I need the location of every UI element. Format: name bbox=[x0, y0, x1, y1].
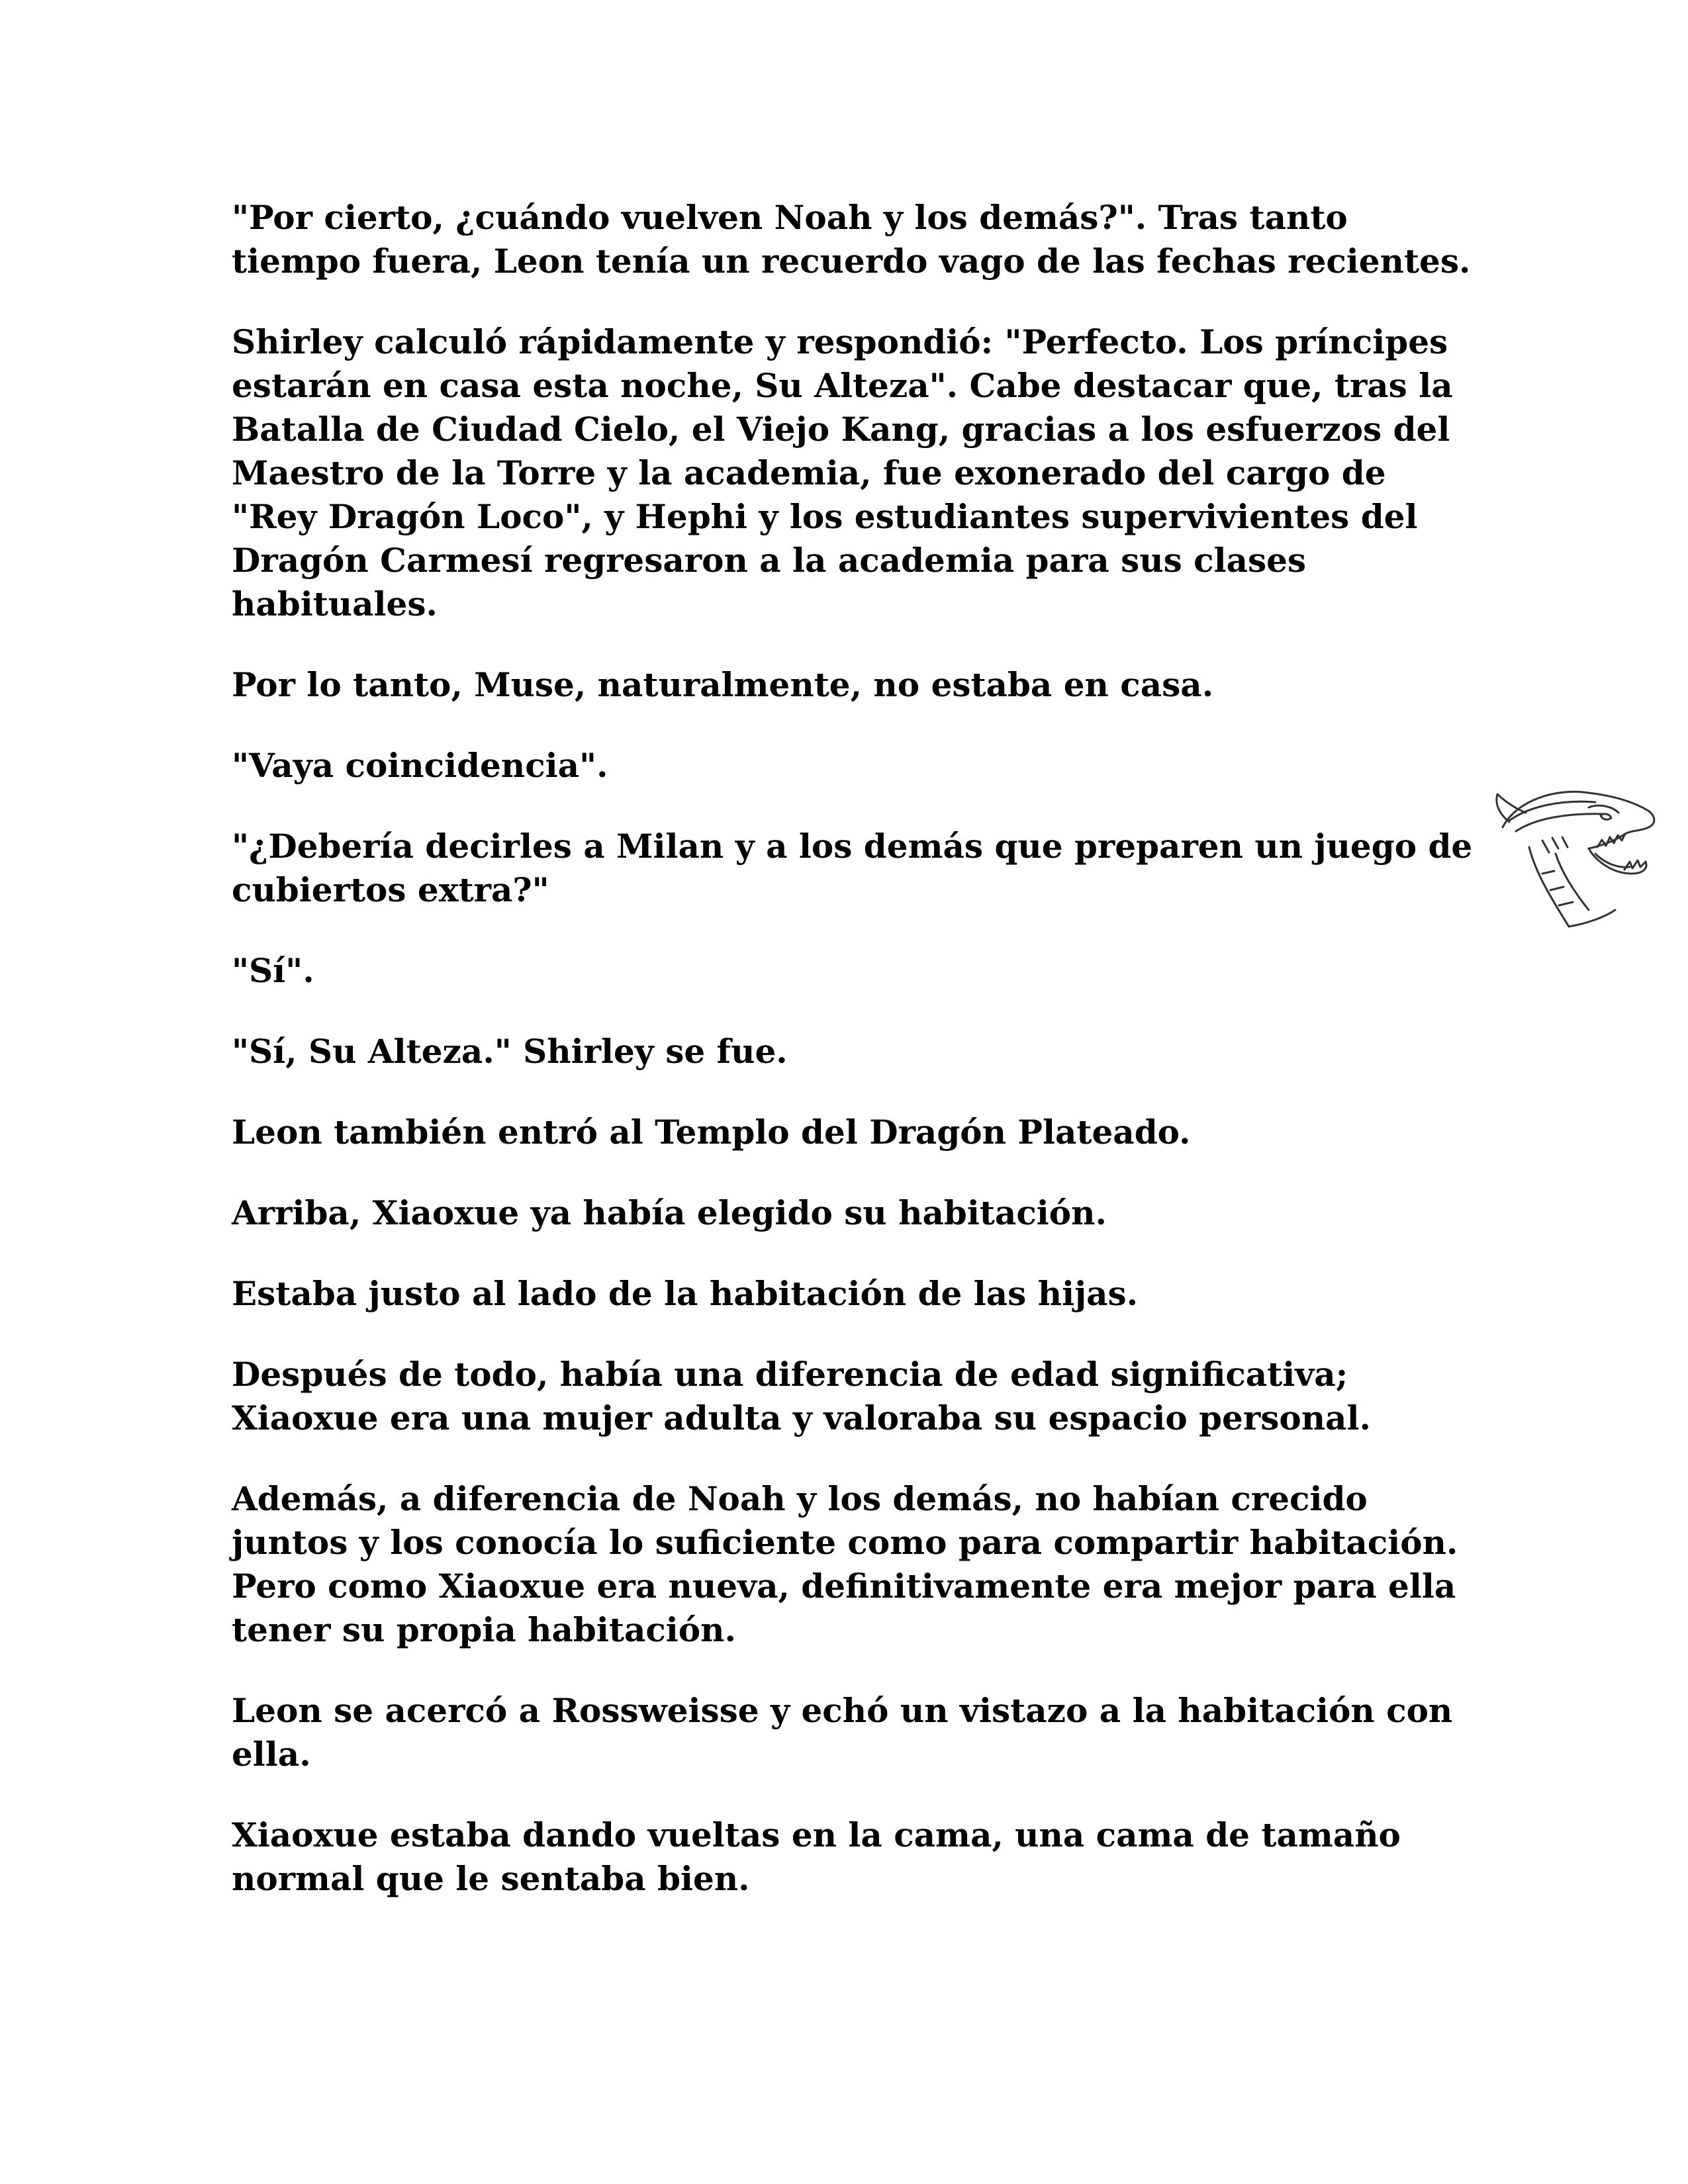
paragraph-2: Shirley calculó rápidamente y respondió: "Perfecto. Los príncipes estarán en casa esta noche, Su Alteza". Cabe destacar que, tras la Batalla de Ciudad Cielo, el Viejo Kang, gracias a los esfuerzos del Maestro de la Torre y la academia, fue exonerado del cargo de "Rey Dragón Loco", y Hephi y los estudiantes supervivientes del Dragón Carmesí regresaron a la academia para sus clases habituales. bbox=[232, 322, 1453, 623]
paragraph-5: "¿Debería decirles a Milan y a los demás que preparen un juego de cubiertos extra?" bbox=[232, 827, 1473, 909]
body-text bbox=[232, 196, 1476, 1938]
paragraph-8: Leon también entró al Templo del Dragón Plateado. bbox=[232, 1113, 1191, 1152]
paragraph-9: Arriba, Xiaoxue ya había elegido su habitación. bbox=[232, 1193, 1107, 1232]
paragraph-12: Además, a diferencia de Noah y los demás, no habían crecido juntos y los conocía lo suficiente como para compartir habitación. Pero como Xiaoxue era nueva, definitivamente era mejor para ella tener su propia habitación. bbox=[232, 1479, 1458, 1649]
paragraph-4: "Vaya coincidencia". bbox=[232, 746, 608, 785]
dragon-head-sketch-icon bbox=[1489, 774, 1663, 933]
paragraph-7: "Sí, Su Alteza." Shirley se fue. bbox=[232, 1032, 788, 1071]
paragraph-14: Xiaoxue estaba dando vueltas en la cama, una cama de tamaño normal que le sentaba bien. bbox=[232, 1815, 1401, 1898]
paragraph-10: Estaba justo al lado de la habitación de las hijas. bbox=[232, 1274, 1139, 1313]
paragraph-3: Por lo tanto, Muse, naturalmente, no estaba en casa. bbox=[232, 665, 1214, 704]
paragraph-6: "Sí". bbox=[232, 951, 314, 990]
paragraph-1: "Por cierto, ¿cuándo vuelven Noah y los demás?". Tras tanto tiempo fuera, Leon tenía un recuerdo vago de las fechas recientes. bbox=[232, 198, 1471, 281]
paragraph-13: Leon se acercó a Rossweisse y echó un vistazo a la habitación con ella. bbox=[232, 1691, 1453, 1774]
paragraph-11: Después de todo, había una diferencia de edad significativa; Xiaoxue era una mujer adulta y valoraba su espacio personal. bbox=[232, 1355, 1371, 1437]
